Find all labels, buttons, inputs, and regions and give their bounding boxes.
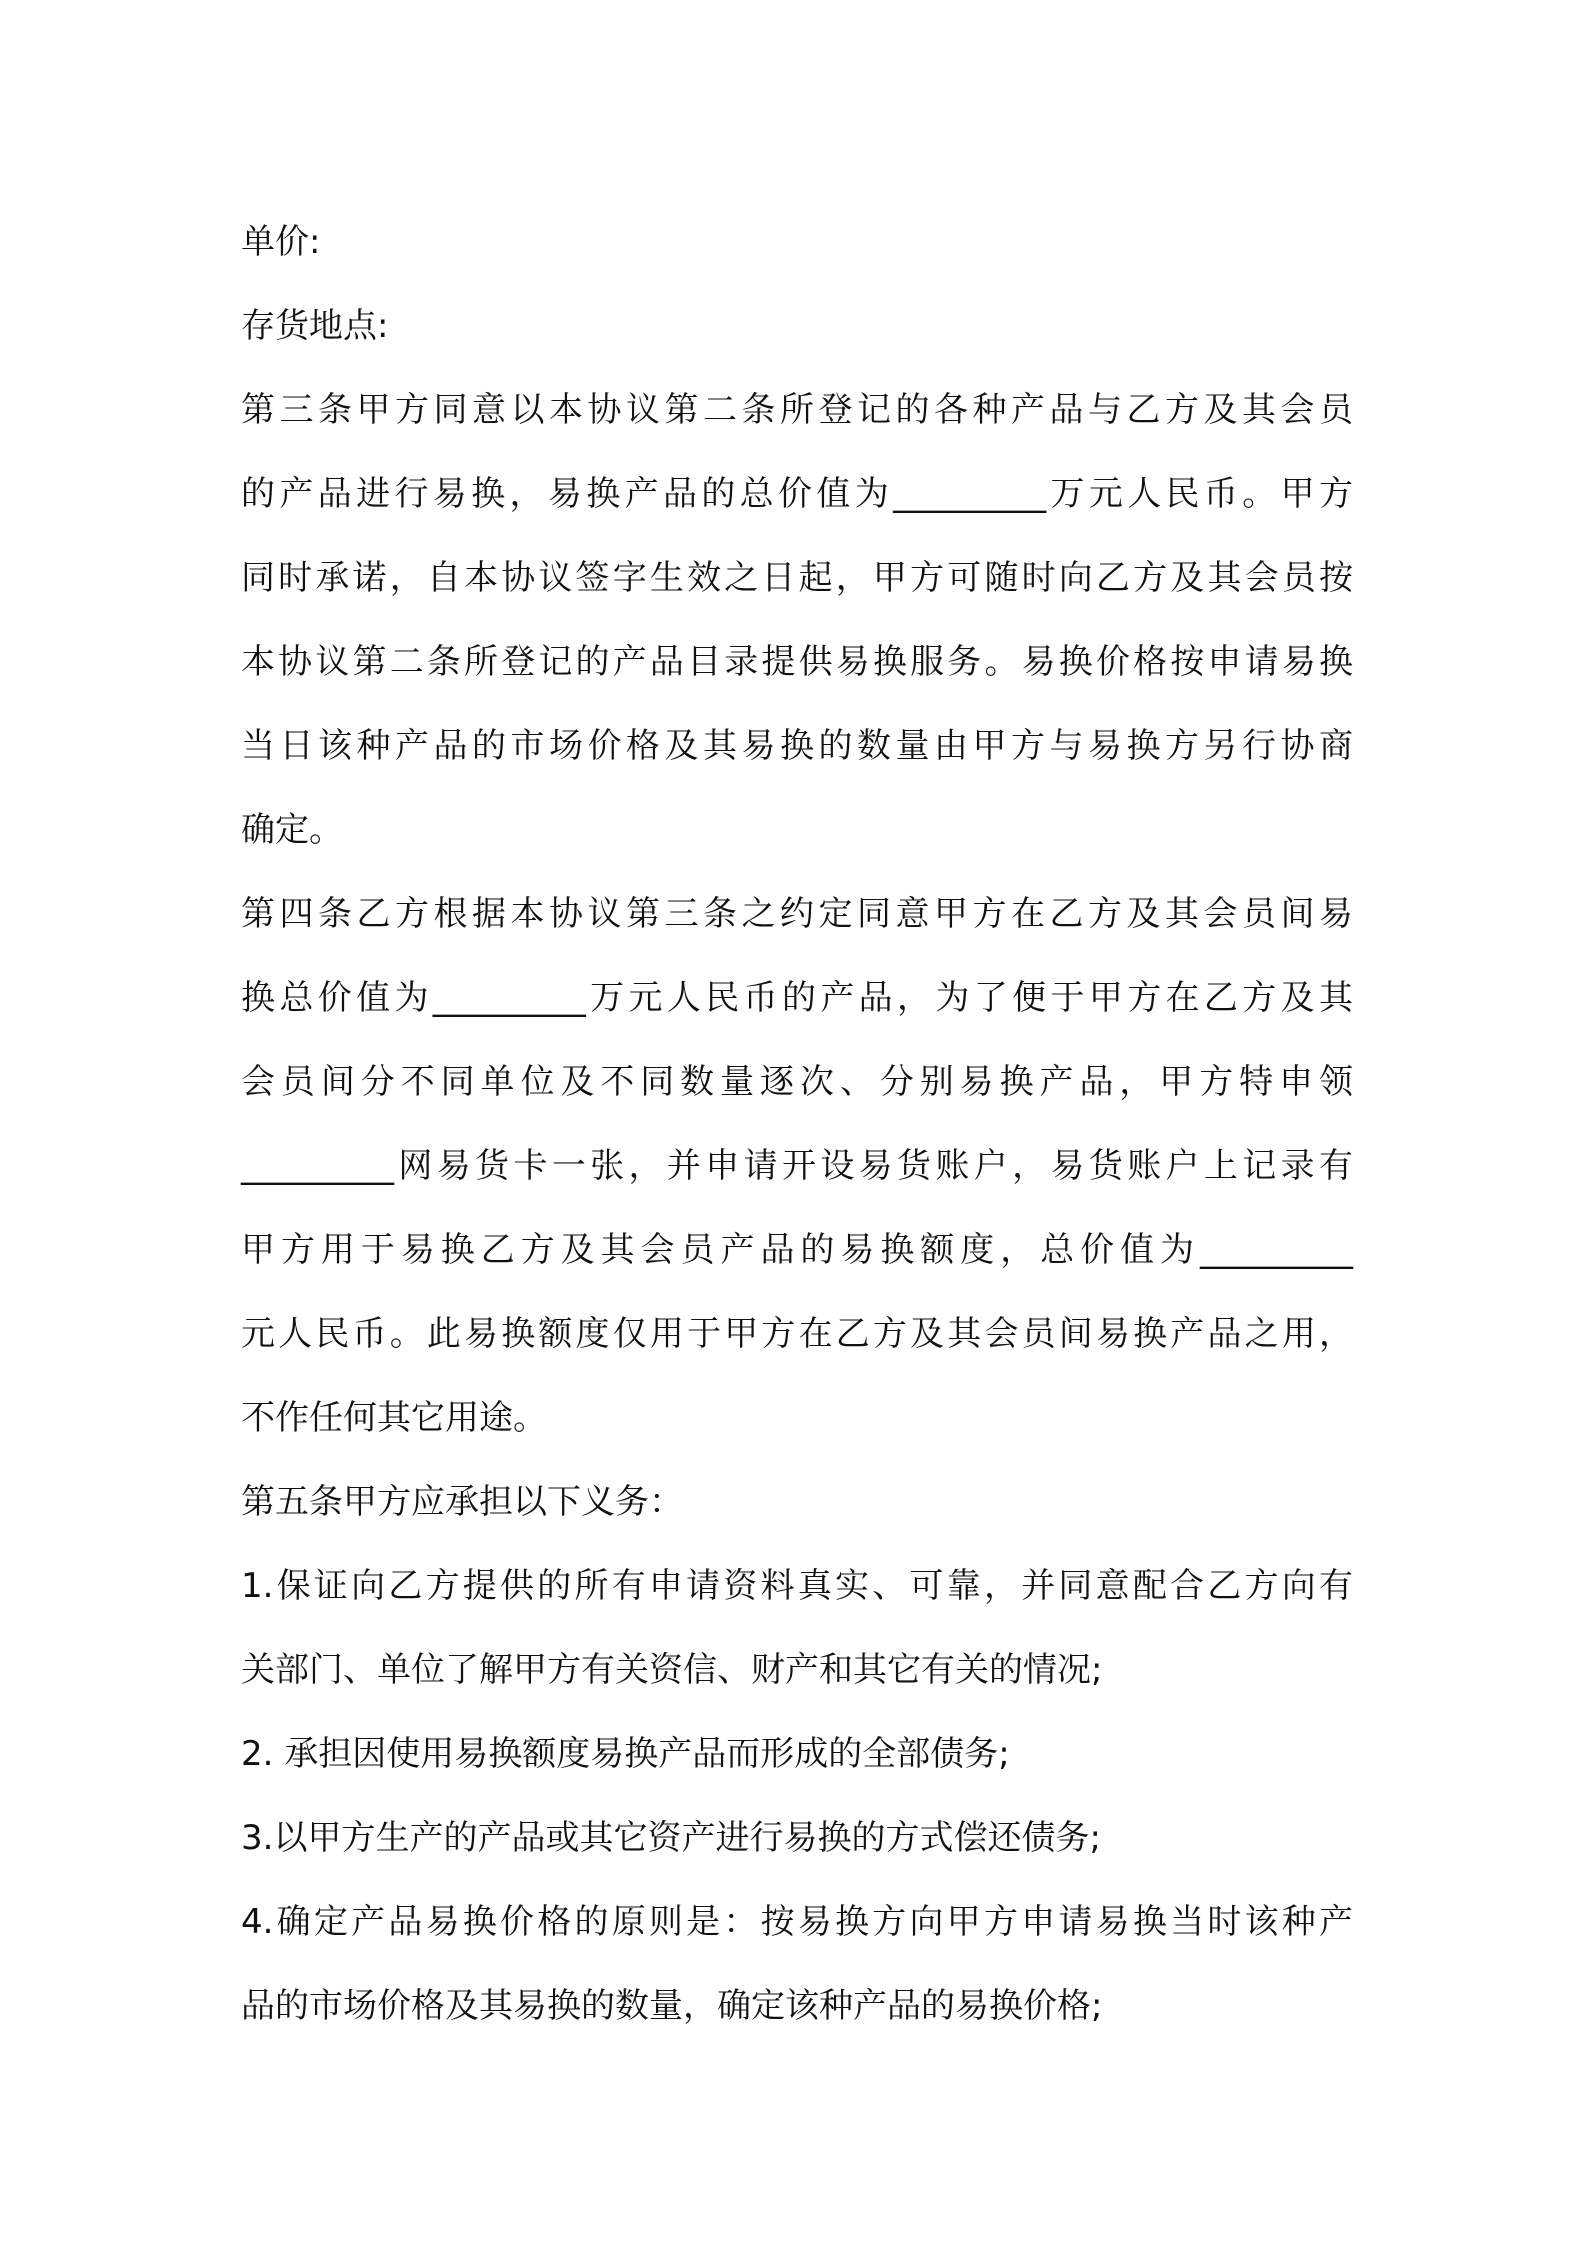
article-3-line-1: 第三条甲方同意以本协议第二条所登记的各种产品与乙方及其会员 xyxy=(241,390,1353,430)
article-4-line-6: 元人民币。此易换额度仅用于甲方在乙方及其会员间易换产品之用， xyxy=(241,1314,1353,1354)
article-4-line-3: 会员间分不同单位及不同数量逐次、分别易换产品，甲方特申领 xyxy=(241,1062,1353,1102)
line-unit-price: 单价: xyxy=(241,222,321,262)
article-4-line-4: _________网易货卡一张，并申请开设易货账户，易货账户上记录有 xyxy=(241,1146,1353,1186)
article-5-item-4-line-2: 品的市场价格及其易换的数量，确定该种产品的易换价格; xyxy=(241,1986,1103,2026)
article-5-item-1-line-2: 关部门、单位了解甲方有关资信、财产和其它有关的情况; xyxy=(241,1650,1103,1690)
article-4-line-5: 甲方用于易换乙方及其会员产品的易换额度，总价值为_________ xyxy=(241,1230,1353,1270)
article-4-line-1: 第四条乙方根据本协议第三条之约定同意甲方在乙方及其会员间易 xyxy=(241,894,1353,934)
article-4-line-2: 换总价值为_________万元人民币的产品，为了便于甲方在乙方及其 xyxy=(241,978,1353,1018)
article-5-item-4-line-1: 4.确定产品易换价格的原则是：按易换方向甲方申请易换当时该种产 xyxy=(241,1902,1353,1942)
article-3-line-3: 同时承诺，自本协议签字生效之日起，甲方可随时向乙方及其会员按 xyxy=(241,558,1353,598)
article-4-line-7: 不作任何其它用途。 xyxy=(241,1398,547,1438)
article-5-item-1-line-1: 1.保证向乙方提供的所有申请资料真实、可靠，并同意配合乙方向有 xyxy=(241,1566,1353,1606)
article-5-item-3: 3.以甲方生产的产品或其它资产进行易换的方式偿还债务; xyxy=(241,1818,1101,1858)
article-3-line-2: 的产品进行易换，易换产品的总价值为_________万元人民币。甲方 xyxy=(241,474,1353,514)
article-5-item-2: 2. 承担因使用易换额度易换产品而形成的全部债务; xyxy=(241,1734,1010,1774)
article-3-line-5: 当日该种产品的市场价格及其易换的数量由甲方与易换方另行协商 xyxy=(241,726,1353,766)
article-3-line-4: 本协议第二条所登记的产品目录提供易换服务。易换价格按申请易换 xyxy=(241,642,1353,682)
document-body xyxy=(241,200,1353,2048)
article-5-heading: 第五条甲方应承担以下义务： xyxy=(241,1482,683,1522)
line-storage-location: 存货地点: xyxy=(241,306,389,346)
article-3-line-6: 确定。 xyxy=(241,810,343,850)
